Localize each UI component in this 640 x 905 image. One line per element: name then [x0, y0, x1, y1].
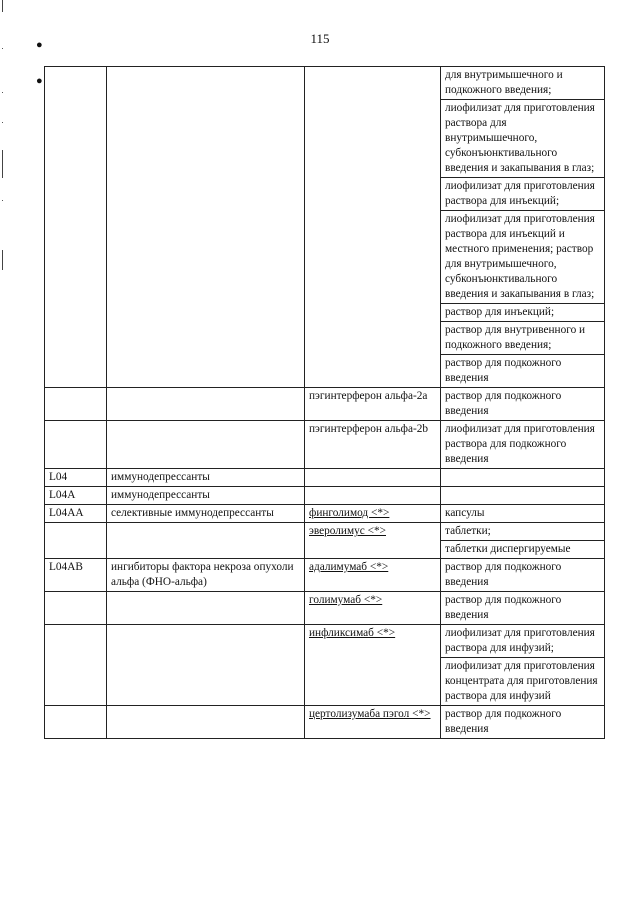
table-row: [45, 706, 605, 739]
group-cell: [107, 388, 305, 421]
atc-code-cell: [45, 421, 107, 469]
atc-code-cell: [45, 706, 107, 739]
group-cell: ингибиторы фактора некроза опухоли альфа (ФНО-альфа): [107, 559, 305, 592]
drug-cell: [305, 469, 441, 487]
dosage-form-cell: таблетки диспергируемые: [441, 541, 605, 559]
dosage-form-cell: лиофилизат для приготовления раствора для инфузий;: [441, 625, 605, 658]
dosage-form-cell: [441, 487, 605, 505]
table-row: [45, 388, 605, 421]
dosage-form-cell: раствор для инъекций;: [441, 304, 605, 322]
scan-dot: [2, 200, 3, 201]
dosage-form-cell: раствор для подкожного введения: [441, 355, 605, 388]
group-cell: [107, 421, 305, 469]
scan-edge-mark: [2, 150, 3, 178]
drug-cell: пэгинтерферон альфа-2a: [305, 388, 441, 421]
drug-cell: инфликсимаб <*>: [305, 625, 441, 706]
dosage-form-cell: капсулы: [441, 505, 605, 523]
dosage-form-cell: раствор для подкожного введения: [441, 592, 605, 625]
dosage-form-cell: лиофилизат для приготовления раствора для внутримышечного, субконъюнктивального введения и закапывания в глаз;: [441, 100, 605, 178]
atc-code-cell: [45, 523, 107, 559]
table-row: [45, 523, 605, 541]
group-cell: [107, 625, 305, 706]
table-row: [45, 625, 605, 658]
dosage-form-cell: [441, 469, 605, 487]
group-cell: [107, 523, 305, 559]
table-row: [45, 469, 605, 487]
scan-dot: [2, 48, 3, 49]
drug-cell: голимумаб <*>: [305, 592, 441, 625]
group-cell: [107, 67, 305, 388]
scan-dot: [2, 92, 3, 93]
dosage-form-cell: для внутримышечного и подкожного введения;: [441, 67, 605, 100]
dosage-form-cell: лиофилизат для приготовления раствора для подкожного введения: [441, 421, 605, 469]
group-cell: [107, 706, 305, 739]
drug-cell: пэгинтерферон альфа-2b: [305, 421, 441, 469]
table-row: [45, 487, 605, 505]
atc-code-cell: L04A: [45, 487, 107, 505]
atc-code-cell: L04: [45, 469, 107, 487]
atc-code-cell: [45, 625, 107, 706]
dosage-form-cell: раствор для внутривенного и подкожного введения;: [441, 322, 605, 355]
table-row: [45, 559, 605, 592]
atc-code-cell: L04AA: [45, 505, 107, 523]
drug-cell: [305, 67, 441, 388]
group-cell: иммунодепрессанты: [107, 469, 305, 487]
drug-cell: финголимод <*>: [305, 505, 441, 523]
table-row: [45, 592, 605, 625]
page-number: 115: [310, 31, 330, 46]
group-cell: иммунодепрессанты: [107, 487, 305, 505]
scan-dot: [2, 122, 3, 123]
group-cell: [107, 592, 305, 625]
dosage-form-cell: таблетки;: [441, 523, 605, 541]
drug-cell: адалимумаб <*>: [305, 559, 441, 592]
dosage-form-cell: раствор для подкожного введения: [441, 559, 605, 592]
bullet-mark: ●: [36, 75, 43, 87]
dosage-form-cell: лиофилизат для приготовления концентрата для приготовления раствора для инфузий: [441, 658, 605, 706]
atc-code-cell: [45, 388, 107, 421]
dosage-form-cell: лиофилизат для приготовления раствора для инъекций и местного применения; раствор для внутримышечного, субконъюнктивального введения и закапывания в глаз;: [441, 211, 605, 304]
atc-code-cell: [45, 67, 107, 388]
drug-cell: цертолизумаба пэгол <*>: [305, 706, 441, 739]
drug-table: [44, 66, 605, 739]
scan-edge-mark: [2, 0, 3, 12]
group-cell: селективные иммунодепрессанты: [107, 505, 305, 523]
dosage-form-cell: раствор для подкожного введения: [441, 388, 605, 421]
table-row: [45, 505, 605, 523]
dosage-form-cell: лиофилизат для приготовления раствора для инъекций;: [441, 178, 605, 211]
dosage-form-cell: раствор для подкожного введения: [441, 706, 605, 739]
bullet-mark: ●: [36, 39, 43, 51]
table-row: [45, 421, 605, 469]
atc-code-cell: [45, 592, 107, 625]
drug-cell: эверолимус <*>: [305, 523, 441, 559]
atc-code-cell: L04AB: [45, 559, 107, 592]
drug-cell: [305, 487, 441, 505]
scan-edge-mark: [2, 250, 3, 270]
table-row: [45, 67, 605, 100]
